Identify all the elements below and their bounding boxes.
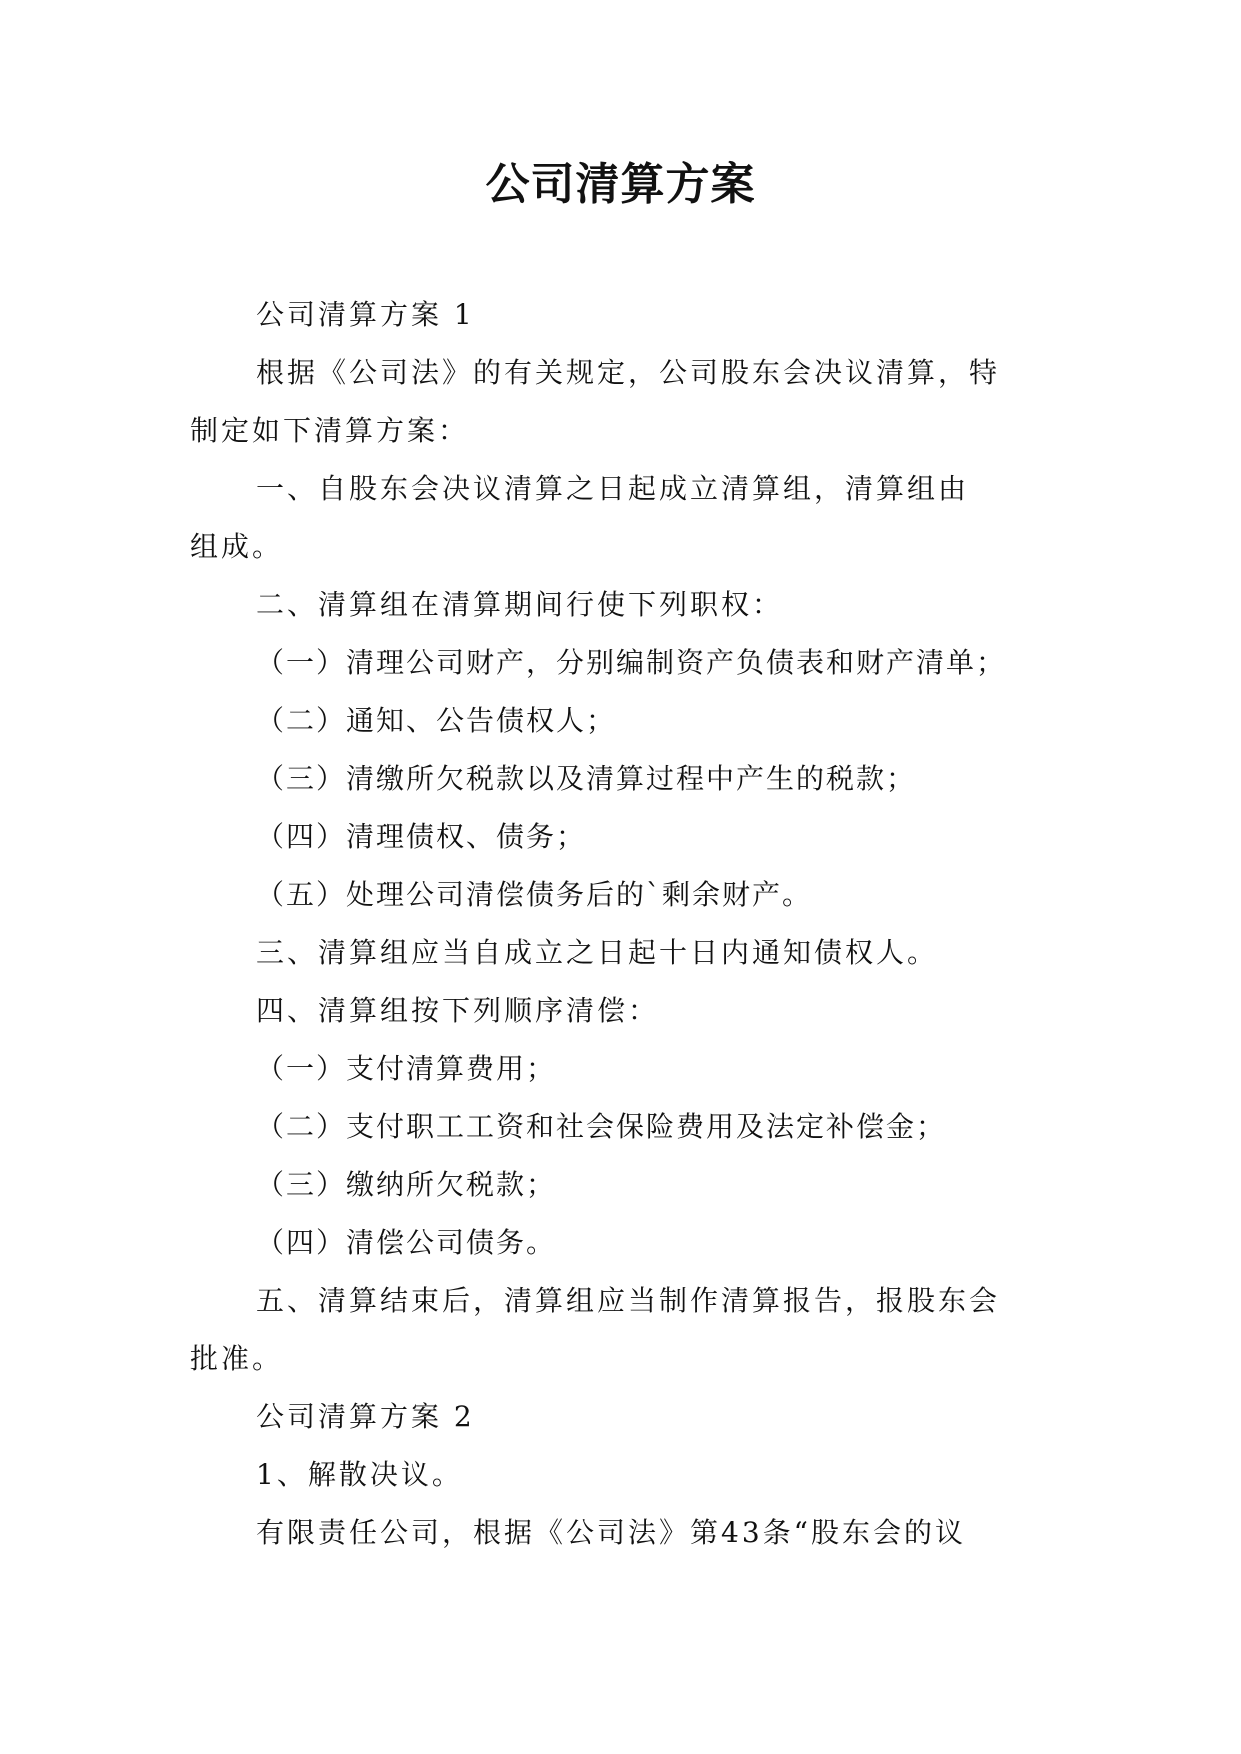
clause-five-line-1: 五、清算结束后，清算组应当制作清算报告，报股东会: [256, 1284, 1001, 1317]
section-2-paragraph-1: 有限责任公司，根据《公司法》第43条“股东会的议: [256, 1516, 966, 1549]
paragraph-intro-line-1: 根据《公司法》的有关规定，公司股东会决议清算，特: [256, 356, 1001, 389]
clause-five-line-2: 批准。: [190, 1342, 284, 1375]
clause-four-item-4: （四）清偿公司债务。: [256, 1226, 557, 1259]
clause-one-line-2: 组成。: [190, 530, 284, 563]
clause-one-line-1: 一、自股东会决议清算之日起成立清算组，清算组由: [256, 472, 970, 505]
clause-four-item-2: （二）支付职工工资和社会保险费用及法定补偿金；: [256, 1110, 947, 1143]
clause-four-item-3: （三）缴纳所欠税款；: [256, 1168, 557, 1201]
section-heading-1: 公司清算方案 1: [256, 298, 475, 331]
clause-two: 二、清算组在清算期间行使下列职权：: [256, 588, 784, 621]
clause-four-item-1: （一）支付清算费用；: [256, 1052, 557, 1085]
section-heading-2: 公司清算方案 2: [256, 1400, 475, 1433]
clause-two-item-4: （四）清理债权、债务；: [256, 820, 587, 853]
paragraph-intro-line-2: 制定如下清算方案：: [190, 414, 470, 447]
clause-two-item-1: （一）清理公司财产，分别编制资产负债表和财产清单；: [256, 646, 1007, 679]
clause-two-item-2: （二）通知、公告债权人；: [256, 704, 617, 737]
clause-three: 三、清算组应当自成立之日起十日内通知债权人。: [256, 936, 939, 969]
document-title: 公司清算方案: [485, 159, 756, 210]
clause-two-item-5: （五）处理公司清偿债务后的`剩余财产。: [256, 878, 813, 911]
document-body: [190, 286, 1050, 1562]
section-2-item-1: 1、解散决议。: [256, 1458, 463, 1491]
clause-four: 四、清算组按下列顺序清偿：: [256, 994, 660, 1027]
clause-two-item-3: （三）清缴所欠税款以及清算过程中产生的税款；: [256, 762, 917, 795]
